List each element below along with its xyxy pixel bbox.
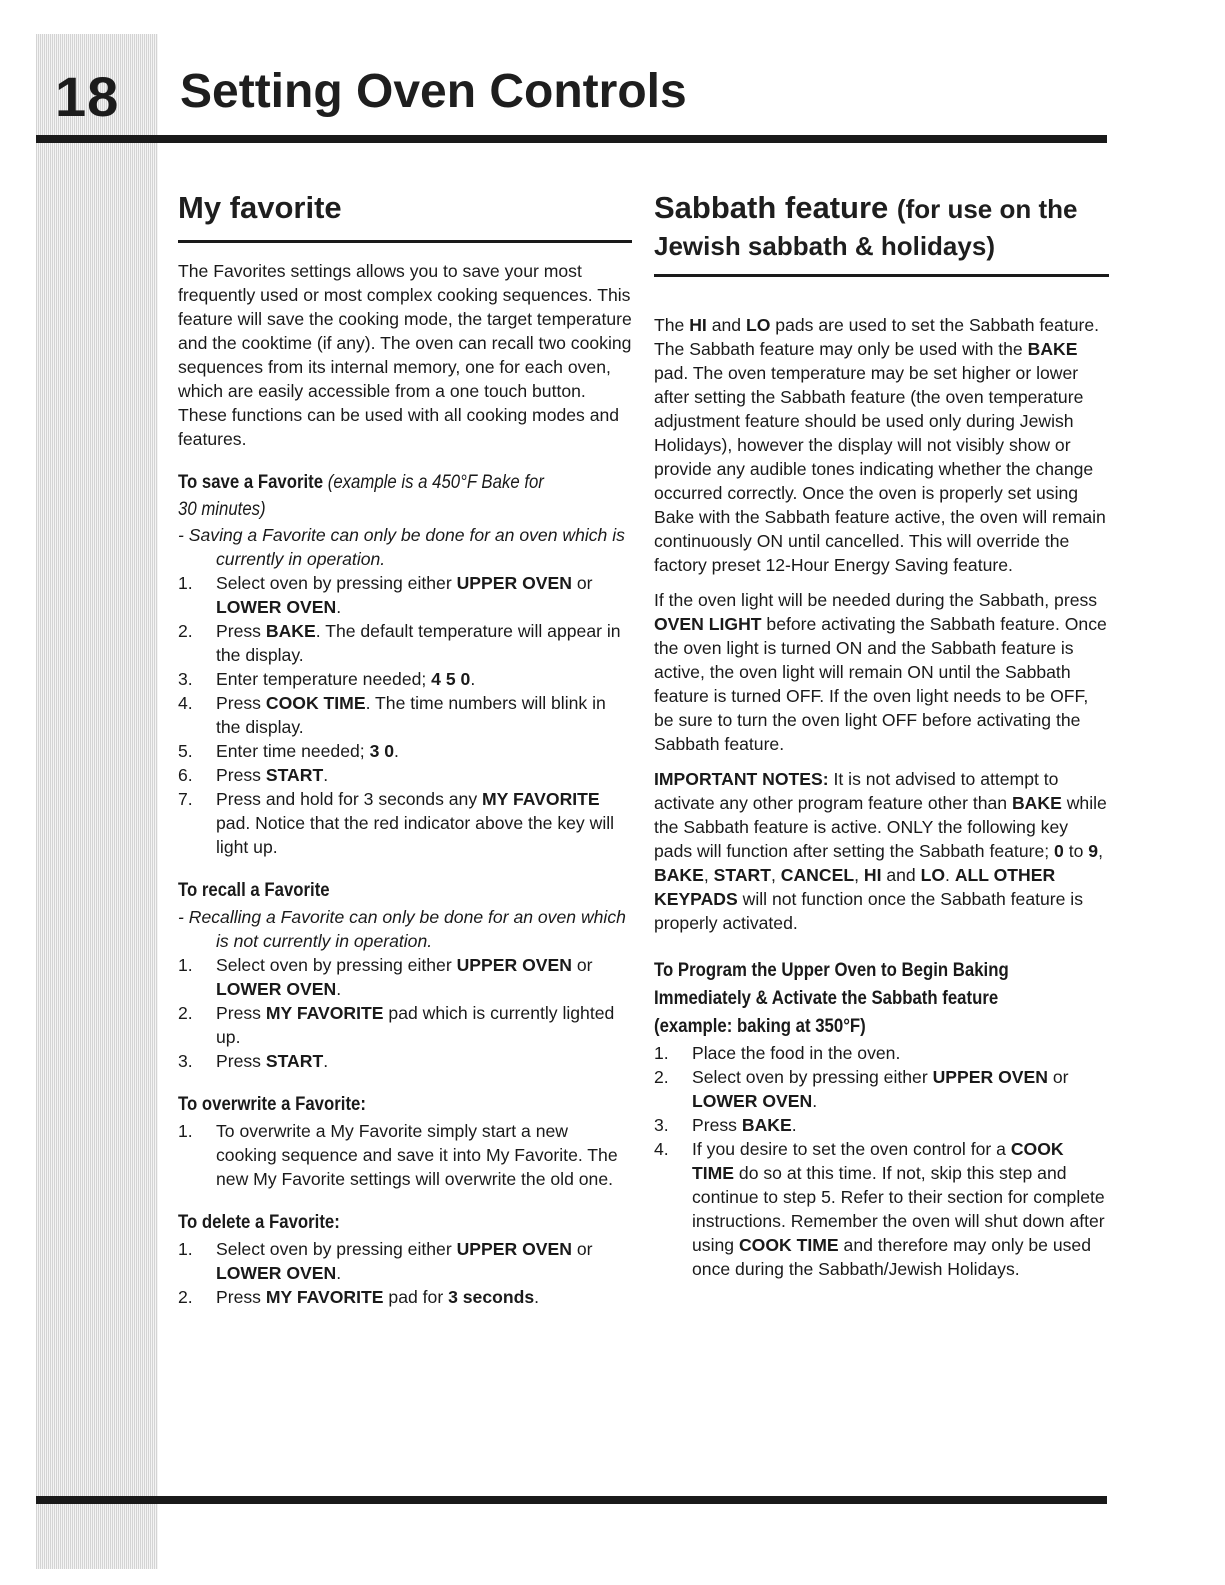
sabbath-heading-main: Sabbath feature — [654, 190, 889, 225]
section-rule — [654, 274, 1109, 277]
step-number: 1. — [178, 1121, 193, 1141]
list-item — [178, 1237, 632, 1285]
step-number: 3. — [178, 669, 193, 689]
page-title: Setting Oven Controls — [180, 65, 687, 118]
step-number: 1. — [178, 955, 193, 975]
sabbath-heading-line2: Jewish sabbath & holidays) — [654, 231, 995, 261]
delete-favorite-steps — [178, 1237, 632, 1309]
list-item — [178, 763, 632, 787]
footer-rule — [36, 1496, 1107, 1504]
step-number: 5. — [178, 741, 193, 761]
step-number: 2. — [654, 1067, 669, 1087]
step-text: To overwrite a My Favorite simply start a new cooking sequence and save it into My Favorite. The new My Favorite settings will overwrite the old one. — [216, 1121, 618, 1189]
step-number: 2. — [178, 1287, 193, 1307]
list-item — [178, 1285, 632, 1309]
sabbath-heading — [654, 190, 1109, 264]
section-rule — [178, 240, 632, 243]
save-favorite-note: - Saving a Favorite can only be done for an oven which is currently in operation. — [178, 525, 625, 569]
step-number: 3. — [178, 1051, 193, 1071]
step-text: Press START. — [216, 765, 329, 785]
list-item — [178, 691, 632, 739]
left-column — [178, 190, 632, 1309]
step-number: 4. — [654, 1139, 669, 1159]
save-favorite-title: To save a Favorite — [178, 471, 324, 493]
list-item — [178, 739, 632, 763]
step-number: 1. — [178, 1239, 193, 1259]
my-favorite-intro: The Favorites settings allows you to save your most frequently used or most complex cooking sequences. This feature will save the cooking mode, the target temperature and the cooktime (if any). The oven can recall two cooking sequences from its internal memory, one for each oven, which are easily accessible from a one touch button. These functions can be used with all cooking modes and features. — [178, 261, 632, 449]
list-item — [178, 667, 632, 691]
step-text: Press MY FAVORITE pad for 3 seconds. — [216, 1287, 540, 1307]
step-number: 4. — [178, 693, 193, 713]
list-item — [178, 1049, 632, 1073]
step-number: 2. — [178, 621, 193, 641]
step-number: 6. — [178, 765, 193, 785]
list-item — [178, 571, 632, 619]
list-item — [654, 1137, 1109, 1281]
list-item — [654, 1041, 1109, 1065]
step-text: Press BAKE. The default temperature will appear in the display. — [216, 621, 621, 665]
overwrite-favorite-steps — [178, 1119, 632, 1191]
sabbath-paragraph: If the oven light will be needed during the Sabbath, press OVEN LIGHT before activating the Sabbath feature. Once the oven light is turned ON and the Sabbath feature is active, the oven light will remain ON until the Sabbath feature is turned OFF. If the oven light needs to be OFF, be sure to turn the oven light OFF before activating the Sabbath feature. — [654, 590, 1107, 754]
save-favorite-example-cont: 30 minutes) — [178, 498, 266, 520]
list-item — [178, 1001, 632, 1049]
step-text: Enter time needed; 3 0. — [216, 741, 399, 761]
step-number: 7. — [178, 789, 193, 809]
step-text: Select oven by pressing either UPPER OVEN or LOWER OVEN. — [216, 1239, 593, 1283]
list-item — [178, 619, 632, 667]
save-favorite-example: (example is a 450°F Bake for — [327, 471, 544, 493]
header-rule — [36, 135, 1107, 143]
sabbath-important-notes: IMPORTANT NOTES: It is not advised to attempt to activate any other program feature other than BAKE while the Sabbath feature is active. ONLY the following key pads will function after setting the Sabbath feature; 0 to 9, BAKE, START, CANCEL, HI and LO. ALL OTHER KEYPADS will not function once the Sabbath feature is properly activated. — [654, 769, 1107, 933]
program-heading: To Program the Upper Oven to Begin Baking — [654, 959, 1009, 981]
save-favorite-heading — [178, 469, 568, 495]
program-heading: Immediately & Activate the Sabbath feature — [654, 987, 999, 1009]
program-steps — [654, 1041, 1109, 1281]
side-strip — [36, 34, 158, 1569]
step-number: 2. — [178, 1003, 193, 1023]
step-text: Select oven by pressing either UPPER OVEN or LOWER OVEN. — [692, 1067, 1069, 1111]
step-text: Press MY FAVORITE pad which is currently lighted up. — [216, 1003, 615, 1047]
save-favorite-steps — [178, 571, 632, 859]
step-text: Press COOK TIME. The time numbers will blink in the display. — [216, 693, 606, 737]
step-text: If you desire to set the oven control for a COOK TIME do so at this time. If not, skip this step and continue to step 5. Refer to their section for complete instructions. Remember the oven will shut down after using COOK TIME and therefore may only be used once during the Sabbath/Jewish Holidays. — [692, 1139, 1105, 1279]
step-number: 1. — [654, 1043, 669, 1063]
step-text: Select oven by pressing either UPPER OVEN or LOWER OVEN. — [216, 573, 593, 617]
list-item — [654, 1065, 1109, 1113]
sabbath-paragraph: The HI and LO pads are used to set the Sabbath feature. The Sabbath feature may only be used with the BAKE pad. The oven temperature may be set higher or lower after setting the Sabbath feature (the oven temperature adjustment feature should be used only during Jewish Holidays), however the display will not visibly show or provide any audible tones indicating whether the change occurred correctly. Once the oven is properly set using Bake with the Sabbath feature active, the oven will remain continuously ON until cancelled. This will override the factory preset 12-Hour Energy Saving feature. — [654, 315, 1106, 575]
recall-favorite-heading: To recall a Favorite — [178, 879, 330, 901]
step-text: Select oven by pressing either UPPER OVEN or LOWER OVEN. — [216, 955, 593, 999]
program-heading: (example: baking at 350°F) — [654, 1015, 866, 1037]
overwrite-favorite-heading: To overwrite a Favorite: — [178, 1093, 366, 1115]
list-item — [178, 953, 632, 1001]
page-number: 18 — [55, 65, 120, 128]
step-text: Press and hold for 3 seconds any MY FAVORITE pad. Notice that the red indicator above the key will light up. — [216, 789, 615, 857]
recall-favorite-note: - Recalling a Favorite can only be done for an oven which is not currently in operation. — [178, 907, 626, 951]
right-column — [654, 190, 1109, 1281]
my-favorite-heading: My favorite — [178, 190, 342, 225]
delete-favorite-heading: To delete a Favorite: — [178, 1211, 340, 1233]
list-item — [178, 1119, 632, 1191]
list-item — [178, 787, 632, 859]
step-text: Enter temperature needed; 4 5 0. — [216, 669, 476, 689]
step-text: Place the food in the oven. — [692, 1043, 901, 1063]
step-text: Press BAKE. — [692, 1115, 797, 1135]
step-text: Press START. — [216, 1051, 329, 1071]
step-number: 3. — [654, 1115, 669, 1135]
recall-favorite-steps — [178, 953, 632, 1073]
sabbath-heading-sub: (for use on the — [896, 194, 1078, 224]
list-item — [654, 1113, 1109, 1137]
step-number: 1. — [178, 573, 193, 593]
